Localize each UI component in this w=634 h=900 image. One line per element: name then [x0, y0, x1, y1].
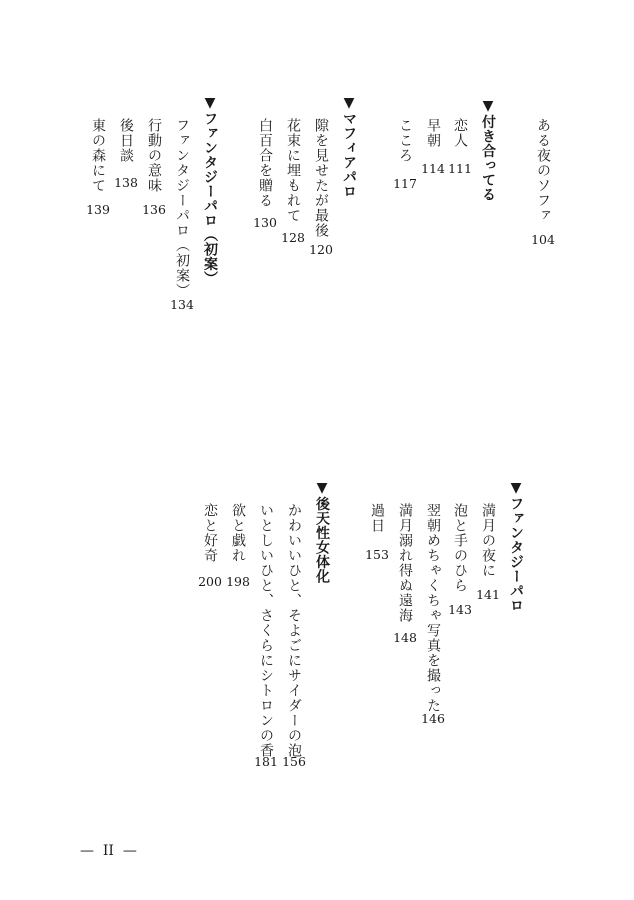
toc-entry-page: 148: [393, 630, 417, 645]
toc-entry-page: 128: [281, 230, 305, 245]
toc-entry-title: かわいいひと、そよごにサイダーの泡: [286, 503, 302, 758]
toc-entry-title: 隙を見せたが最後: [313, 118, 329, 238]
toc-entry-page: 143: [448, 602, 472, 617]
toc-entry-page: 120: [309, 242, 333, 257]
toc-entry-page: 141: [476, 587, 500, 602]
toc-entry-title: ファンタジーパロ（初案）: [174, 118, 190, 298]
toc-entry-title: 満月の夜に: [480, 503, 496, 578]
toc-entry-page: 134: [170, 297, 194, 312]
toc-entry-page: 153: [365, 547, 389, 562]
toc-entry-title: 東の森にて: [90, 118, 106, 193]
section-heading: ▼付き合ってる: [480, 98, 496, 202]
toc-entry-page: 114: [421, 161, 445, 176]
toc-entry-title: 泡と手のひら: [452, 503, 468, 593]
toc-entry-title: ある夜のソファ: [535, 118, 551, 223]
toc-entry-title: 恋人: [452, 118, 468, 148]
toc-entry-page: 104: [531, 232, 555, 247]
toc-entry-title: いとしいひと、さくらにシトロンの香: [258, 503, 274, 758]
toc-entry-page: 198: [226, 574, 250, 589]
toc-entry-page: 130: [253, 215, 277, 230]
section-heading: ▼後天性女体化: [314, 480, 330, 584]
toc-entry-page: 117: [393, 176, 417, 191]
toc-entry-title: 翌朝めちゃくちゃ写真を撮った: [425, 503, 441, 713]
toc-entry-page: 138: [114, 175, 138, 190]
toc-entry-title: 恋と好奇: [202, 503, 218, 563]
toc-entry-title: 早朝: [425, 118, 441, 148]
toc-entry-title: 花束に埋もれて: [285, 118, 301, 223]
toc-entry-page: 139: [86, 202, 110, 217]
page-folio: — II —: [80, 843, 137, 859]
toc-entry-title: こころ: [397, 118, 413, 163]
toc-entry-page: 200: [198, 574, 222, 589]
toc-entry-title: 満月溺れ得ぬ遠海: [397, 503, 413, 623]
section-heading: ▼マフィアパロ: [341, 95, 357, 199]
section-heading: ▼ファンタジーパロ（初案）: [202, 95, 218, 286]
toc-entry-page: 156: [282, 754, 306, 769]
toc-entry-title: 白百合を贈る: [257, 118, 273, 208]
toc-entry-title: 行動の意味: [146, 118, 162, 193]
toc-entry-page: 146: [421, 711, 445, 726]
toc-entry-page: 136: [142, 202, 166, 217]
toc-entry-page: 111: [448, 161, 472, 176]
toc-entry-title: 過日: [369, 503, 385, 533]
toc-entry-page: 181: [254, 754, 278, 769]
toc-entry-title: 欲と戯れ: [230, 503, 246, 563]
section-heading: ▼ファンタジーパロ: [508, 480, 524, 613]
toc-entry-title: 後日談: [118, 118, 134, 163]
